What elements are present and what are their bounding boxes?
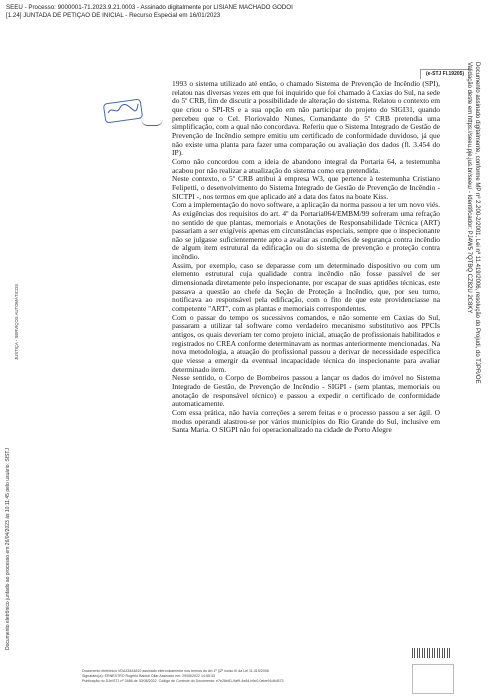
document-header (6, 4, 476, 20)
signature-scribble-icon (105, 100, 141, 119)
footer-signature-line: Documento eletrônico VDA33444810 assinado eletronicamente nos termos do Art.1º §2º inciso III da Lei 11.419/2006 (82, 669, 269, 673)
right-margin-validation-link[interactable]: Validação deste em https://seeu.pje.jus.br/seeu/ - Identificador: PJ4W5 7QTBQ CZ82U 2C8KY (466, 62, 472, 314)
paragraph-5: Assim, por exemplo, caso se deparasse com um determinado dispositivo ou com um elemento estrutural cuja qualidade contra incêndio não fosse passível de ser dimensionada diretamente pelo inspecionante, por escapar de suas aptidões técnicas, este passava a questão ao chefe da Seção de Proteção a Incêndio, que, por seu turno, notificava ao responsável pela edificação, com o fito de que este providenciasse na competente "ART", com as plantas e memoriais correspondentes. (172, 260, 440, 314)
paragraph-2: Como não concordou com a ideia de abandono integral da Portaria 64, a testemunha acabou por não realizar a atualização do sistema como era pretendida. (172, 156, 440, 175)
paragraph-6: Com o passar do tempo os sucessivos comandos, e não somente em Caxias do Sul, passaram a utilizar tal software como verdadeiro mecanismo substitutivo aos PPCIs antigos, os quais deveriam ter como projeto inicial, atuação de profissionais habilitados e registrados no CREA conforme determinavam as normas anteriormente mencionadas. Na nova metodologia, a atuação do profissional passou a derivar de necessidade específica que viesse a emergir da eventual incapacidade técnica do inspecionante para avaliar determinado item. (172, 312, 440, 374)
barcode-icon (412, 648, 452, 658)
page-number-stamp: (e-STJ Fl.19205) (426, 71, 465, 77)
footer-signatory-line: Signatário(a): ERNESTRO Rogério Baldoli Oliar Assinado em: 29/08/2022 14:55:33 (82, 674, 216, 678)
paragraph-1: 1993 o sistema utilizado até então, o chamado Sistema de Prevenção de Incêndio (SPI), relatou nas diversas vezes em que foi inquirido que foi chamado à Caxias do Sul, na sede do 5º CRB, fim de discutir a possibilidade de alteração do sistema. Relatou o contexto em que criou o SPI-RS e a sua opção em não participar do projeto do SIGI31, quando percebeu que o Cel. Floriovaldo Nunes, Comandante do 5º CRB pretendia uma simplificação, com a qual não concordava. Referiu que o Sistema Integrado de Gestão de Prevenção de Incêndio sempre emitiu um certificado de conformidade duvidoso, já que não existe uma planta para fazer uma comparação ou avaliação dos dados (fl. 3.454 do IP). (172, 79, 440, 158)
qr-code-icon (412, 664, 454, 694)
left-margin-service-note: JUSTIÇA - SERVIÇOS AUTOMÁTICOS (14, 283, 19, 360)
document-body (172, 80, 440, 435)
handwritten-page-stamp (103, 98, 143, 123)
paragraph-3: Neste contexto, o 5º CRB atribui à empresa W3, que pertence à testemunha Cristiano Felipetti, o desenvolvimento do Sistema Integrado de Gestão de Prevenção de Incêndio - SICTPI -, nos termos em que aplicado até a data dos fatos na boate Kiss. (172, 174, 440, 201)
left-margin-juntada-note: Documento eletrônico juntado ao processo em 26/04/2023 às 10:11:45 pelo usuário: SISTJ (5, 448, 11, 650)
right-margin-signature-note: Documento assinado digitalmente, conforme MP nº 2.200-2/2001, Lei nº 11.419/2006, resolução do Projudi, do TJPR/OE (474, 62, 480, 384)
handwritten-mark (141, 119, 163, 126)
paragraph-4: Com a implementação do novo software, a aplicação da norma passou a ter um novo viés. As exigências dos requisitos do art. 4º da Portaria064/EMBM/99 sofreram uma refração no sentido de que plantas, memoriais e Anotações de Responsabilidade Técnica (ART) passariam a ser exigíveis apenas em circunstâncias especiais, sempre que o inspecionante não se julgasse suficientemente apto a avaliar as condições de segurança contra incêndio de algum item estrutural da edificação ou do sistema de prevenção e proteção contra incêndio. (172, 200, 440, 262)
document-footer (82, 669, 412, 684)
paragraph-8: Com essa prática, não havia correções a serem feitas e o processo passou a ser ágil. O modus operandi alastrou-se por vários municípios do Rio Grande do Sul, inclusive em Santa Maria. O SIGPI não foi operacionalizado na cidade de Porto Alegre (172, 407, 440, 435)
header-line-petition: [1.24] JUNTADA DE PETIÇÃO DE INICIAL - Recurso Especial em 16/01/2023 (6, 12, 221, 19)
footer-publication-line: Publicação no DJe/STJ nº 3486 de 30/08/2022. Código de Controle do Documento: e7e28e81-9af9-4e84-b9c0-0ebe91d4d573 (82, 679, 284, 683)
header-line-process: SEEU - Processo: 9000001-71.2023.9.21.0003 - Assinado digitalmente por LISIANE MACHADO GODOI (6, 4, 293, 11)
paragraph-7: Nesse sentido, o Corpo de Bombeiros passou a lançar os dados do imóvel no Sistema Integrado de Gestão, de Prevenção de Incêndio - SIGPI - (sem plantas, memoriais ou anotação de responsável técnico) e passou a expedir o certificado de conformidade automaticamente. (172, 373, 440, 409)
